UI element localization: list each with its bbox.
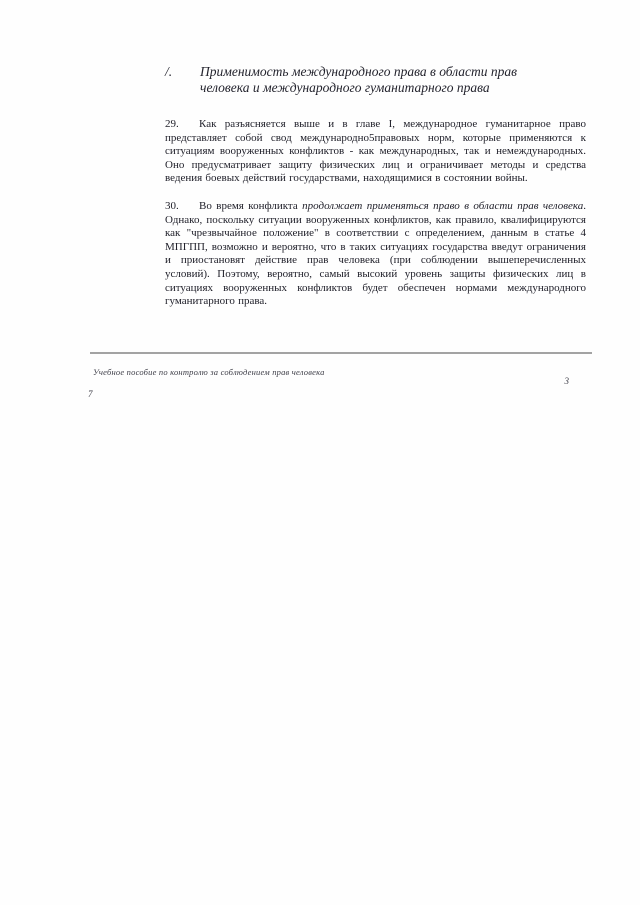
paragraph-30-number: 30. bbox=[165, 199, 179, 212]
footer-divider bbox=[90, 352, 592, 354]
paragraph-30-italic-phrase: продолжает применяться право в области прав человека bbox=[302, 199, 584, 212]
section-heading bbox=[165, 64, 586, 95]
paragraph-29 bbox=[165, 118, 586, 186]
section-numeral: /. bbox=[165, 64, 173, 79]
page-number-right: 3 bbox=[564, 376, 569, 386]
paragraph-30 bbox=[165, 200, 586, 309]
section-title-line1: Применимость международного права в области прав bbox=[200, 64, 518, 79]
paragraph-29-number: 29. bbox=[165, 118, 179, 130]
document-content bbox=[165, 64, 586, 309]
page-number-left: 7 bbox=[88, 389, 93, 399]
paragraph-29-text: Как разъясняется выше и в главе I, международное гуманитарное право представляет собой свод международно5правовых норм, которые применяются к ситуациям вооруженных конфликтов - как международных, так и немеждународных. Оно предусматривает защиту физических лиц и ограничивает методы и средства ведения боевых действий государствами, находящимися в состоянии войны. bbox=[165, 118, 586, 185]
paragraph-30-rest-text: . Однако, поскольку ситуации вооруженных конфликтов, как правило, квалифицируются как "чрезвычайное положение" в соответствии с определением, данным в статье 4 МПГПП, возможно и вероятно, что в таких ситуациях государства введут ограничения и приостановят действие прав человека (при соблюдении вышеперечисленных условий). Поэтому, вероятно, самый высокий уровень защиты физических лиц в ситуациях вооруженных конфликтов будет обеспечен нормами международного гуманитарного права. bbox=[165, 199, 586, 308]
footer-running-title: Учебное пособие по контролю за соблюдением прав человека bbox=[93, 367, 325, 377]
section-title-line2: человека и международного гуманитарного права bbox=[200, 79, 490, 95]
section-title bbox=[200, 64, 517, 95]
paragraph-30-lead-text: Во время конфликта bbox=[199, 199, 303, 212]
